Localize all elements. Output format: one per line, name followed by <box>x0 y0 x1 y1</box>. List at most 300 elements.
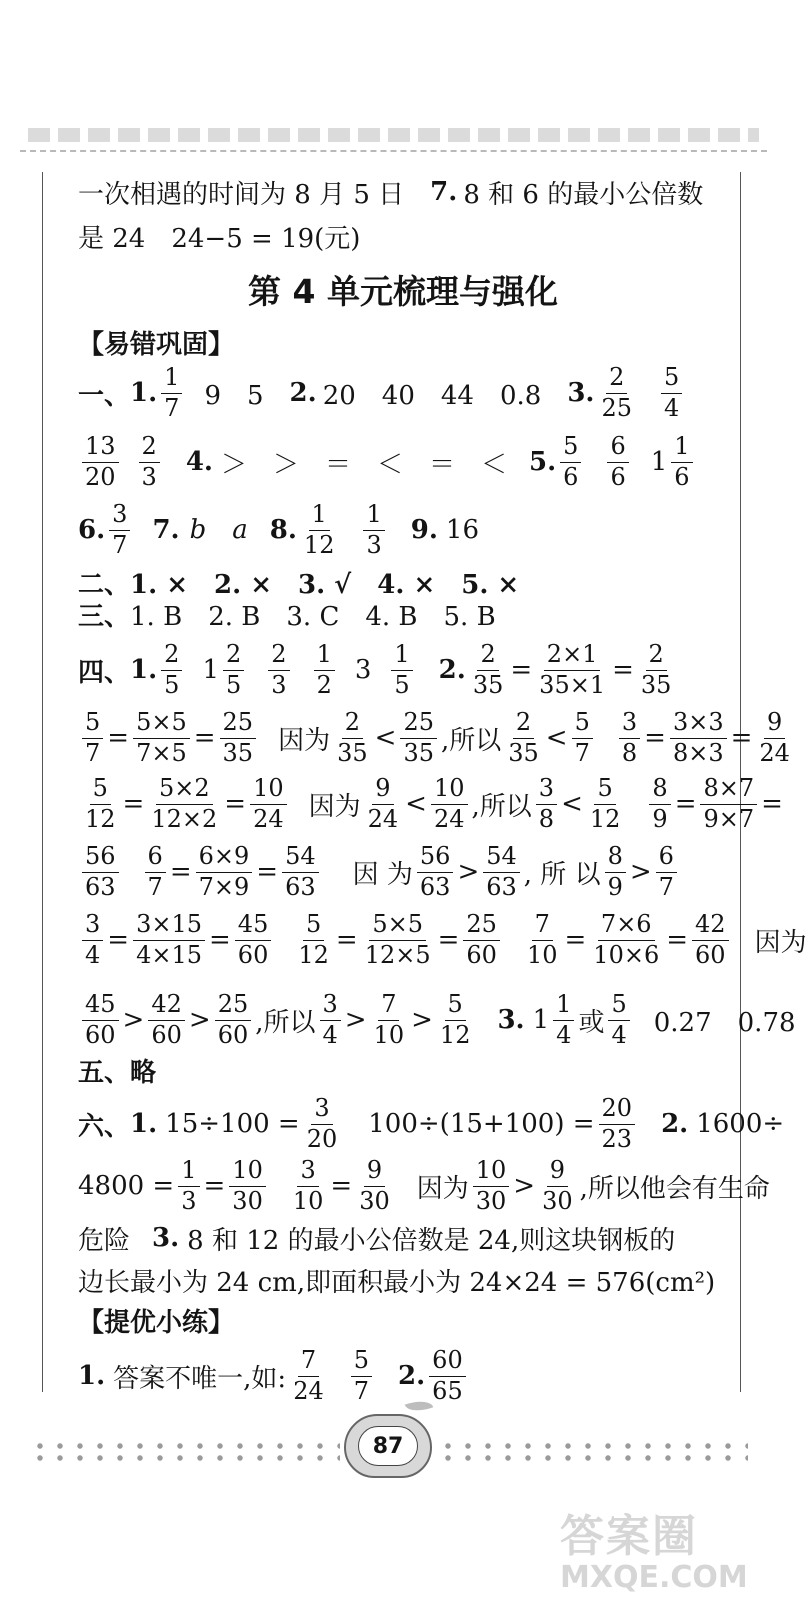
page-top-margin <box>0 0 787 120</box>
text: 8 和 6 的最小公倍数 <box>463 179 704 210</box>
numerator: 5 <box>661 365 682 393</box>
numerator: 6×9 <box>196 844 253 872</box>
text: ,所以 <box>440 725 502 756</box>
numerator: 3 <box>311 1096 332 1124</box>
numerator: 45 <box>82 992 119 1020</box>
item-number: 2. <box>661 1109 689 1139</box>
fraction <box>178 1158 199 1213</box>
fraction <box>362 912 434 967</box>
fraction <box>539 1158 576 1213</box>
text: , 所 以 <box>523 859 601 890</box>
denominator: 30 <box>542 1186 573 1215</box>
denominator: 3 <box>141 462 157 491</box>
item-number: 7. <box>152 515 180 545</box>
text: 一次相遇的时间为 8 月 5 日 <box>78 179 405 210</box>
answer-text: b <box>189 515 207 545</box>
denominator: 2 <box>316 670 332 699</box>
denominator: 5 <box>164 670 180 699</box>
answer-row: 4800 = $\frac{1}{3}$ = $\frac{10}{30}$ $\frac{3}{10}$ = $\frac{9}{30}$ 因为 $\frac{10}{30}$ > $\frac{9}{30}$ ,所以他会有生命 <box>78 1156 770 1215</box>
heading-text: 【提优小练】 <box>78 1307 235 1338</box>
numerator: 2 <box>477 642 498 670</box>
text: 因为 <box>308 791 361 822</box>
denominator: 12 <box>589 804 621 833</box>
denominator: 6 <box>674 462 690 491</box>
whole-number: 1 <box>532 1005 550 1035</box>
fraction <box>431 776 468 831</box>
item-number: 1. <box>130 378 158 408</box>
numerator: 1 <box>178 1158 199 1186</box>
fraction <box>608 992 629 1047</box>
fraction <box>148 776 220 831</box>
fraction <box>590 912 662 967</box>
item-number: 2. <box>289 378 317 408</box>
fraction <box>473 1158 510 1213</box>
text-line <box>78 206 360 266</box>
denominator: 12 <box>303 530 335 559</box>
fraction <box>599 1096 636 1151</box>
fraction <box>700 776 757 831</box>
fraction <box>524 912 561 967</box>
denominator: 10 <box>526 940 558 969</box>
fraction <box>483 844 520 899</box>
numerator: 1 <box>363 502 384 530</box>
fraction <box>82 710 103 765</box>
fraction <box>133 710 190 765</box>
denominator: 8 <box>621 738 638 767</box>
denominator: 60 <box>151 1020 182 1049</box>
numerator: 7 <box>378 992 399 1020</box>
header-dotted-band <box>28 128 759 142</box>
denominator: 10×6 <box>593 940 660 969</box>
fraction <box>587 776 624 831</box>
watermark-text: 答案圈 <box>560 1511 698 1562</box>
fraction <box>161 642 182 697</box>
denominator: 23 <box>601 1124 633 1153</box>
denominator: 30 <box>359 1186 390 1215</box>
fraction <box>536 776 557 831</box>
numerator: 56 <box>82 844 119 872</box>
numerator: 5 <box>560 434 581 462</box>
fraction <box>661 365 682 420</box>
denominator: 35×1 <box>539 670 606 699</box>
fraction <box>363 502 384 557</box>
fraction <box>536 642 608 697</box>
answer-row <box>78 1346 470 1406</box>
fraction <box>417 844 454 899</box>
fraction <box>82 912 103 967</box>
denominator: 7×9 <box>198 872 250 901</box>
fraction <box>391 642 412 697</box>
denominator: 63 <box>419 872 451 901</box>
numerator: 42 <box>692 912 729 940</box>
numerator: 42 <box>148 992 185 1020</box>
denominator: 12×5 <box>364 940 431 969</box>
numerator: 54 <box>282 844 319 872</box>
denominator: 10 <box>292 1186 324 1215</box>
numerator: 5×2 <box>156 776 213 804</box>
numerator: 56 <box>417 844 454 872</box>
denominator: 4 <box>664 393 680 422</box>
fraction <box>215 992 252 1047</box>
numerator: 1 <box>314 642 335 670</box>
section-text: 五、略 <box>78 1057 157 1088</box>
fraction <box>133 912 205 967</box>
text: 是 24 24−5 = 19(元) <box>78 223 361 254</box>
denominator: 20 <box>85 462 116 491</box>
numerator: 1 <box>161 365 182 393</box>
text: 因为 <box>278 725 331 756</box>
fraction <box>82 844 119 899</box>
fraction <box>553 992 574 1047</box>
answer-row <box>78 1040 156 1100</box>
denominator: 60 <box>217 1020 249 1049</box>
denominator: 12×2 <box>151 804 218 833</box>
denominator: 63 <box>85 872 116 901</box>
denominator: 30 <box>475 1186 507 1215</box>
item-number: 2. <box>398 1361 426 1391</box>
denominator: 4 <box>322 1020 338 1049</box>
denominator: 30 <box>232 1186 263 1215</box>
text: 8 和 12 的最小公倍数是 24,则这块钢板的 <box>187 1225 676 1256</box>
numerator: 8×7 <box>700 776 757 804</box>
denominator: 24 <box>367 804 399 833</box>
numerator: 2 <box>646 642 667 670</box>
denominator: 6 <box>563 462 579 491</box>
item-number: 3. <box>497 1005 525 1035</box>
fraction <box>560 434 581 489</box>
numerator: 10 <box>431 776 468 804</box>
fraction <box>220 710 257 765</box>
denominator: 9×7 <box>703 804 755 833</box>
text: 答案不唯一,如: <box>113 1363 287 1394</box>
numerator: 9 <box>372 776 393 804</box>
denominator: 9 <box>652 804 668 833</box>
numerator: 45 <box>235 912 272 940</box>
numerator: 5 <box>594 776 615 804</box>
fraction <box>161 365 182 420</box>
denominator: 35 <box>472 670 504 699</box>
answer-text: 1600÷ <box>696 1109 785 1139</box>
fraction <box>670 710 727 765</box>
fraction <box>145 844 166 899</box>
fraction <box>268 642 289 697</box>
denominator: 6 <box>610 462 626 491</box>
denominator: 12 <box>85 804 116 833</box>
denominator: 35 <box>640 670 672 699</box>
denominator: 3 <box>181 1186 197 1215</box>
denominator: 12 <box>439 1020 471 1049</box>
numerator: 5×5 <box>133 710 190 738</box>
denominator: 35 <box>337 738 368 767</box>
answer-text: 4800 = <box>78 1171 175 1201</box>
denominator: 5 <box>394 670 410 699</box>
numerator: 3 <box>619 710 640 738</box>
fraction <box>282 844 319 899</box>
whole-number: 1 <box>650 447 668 477</box>
item-number: 1. <box>130 1109 158 1139</box>
section-number: 四、 <box>78 657 131 688</box>
numerator: 10 <box>250 776 287 804</box>
item-number: 9. <box>410 515 438 545</box>
fraction <box>619 710 640 765</box>
answer-text: 9 5 <box>204 380 264 411</box>
heading-text: 【易错巩固】 <box>78 329 235 360</box>
fraction <box>235 912 272 967</box>
whole-number: 1 <box>202 655 219 685</box>
numerator: 2 <box>139 434 160 462</box>
numerator: 25 <box>400 710 437 738</box>
page-number-badge <box>344 1414 432 1478</box>
denominator: 65 <box>432 1376 463 1405</box>
numerator: 5 <box>82 710 103 738</box>
text: 或 <box>578 1007 605 1038</box>
denominator: 7×5 <box>136 738 187 767</box>
site-watermark <box>560 1500 770 1595</box>
denominator: 24 <box>759 738 790 767</box>
fraction <box>598 365 635 420</box>
denominator: 9 <box>607 872 623 901</box>
fraction <box>371 992 408 1047</box>
fraction <box>82 776 119 831</box>
text: ,所以 <box>471 791 532 822</box>
answer-row: $\frac{45}{60}$ > $\frac{42}{60}$ > $\frac{25}{60}$ ,所以 $\frac{3}{4}$ > $\frac{7}{10}$ > $\frac{5}{12}$ 3. 1 $\frac{1}{4}$ 或 $\frac{5}{4}$ 0.27 0.78 <box>78 990 796 1050</box>
answer-row <box>78 1094 784 1154</box>
numerator: 25 <box>215 992 252 1020</box>
fraction <box>109 502 130 557</box>
answer-row: $\frac{56}{63}$ $\frac{6}{7}$ = $\frac{6\times 9}{7\times 9}$ = $\frac{54}{63}$ 因 为 $\frac{56}{63}$ > $\frac{54}{63}$ , 所 以 $\frac{8}{9}$ > $\frac{6}{7}$ <box>78 842 681 902</box>
numerator: 2 <box>223 642 244 670</box>
fraction <box>649 776 670 831</box>
denominator: 35 <box>508 738 539 767</box>
footer-dots-right <box>438 1440 748 1464</box>
denominator: 25 <box>601 393 633 422</box>
denominator: 7 <box>112 530 128 559</box>
numerator: 3 <box>536 776 557 804</box>
numerator: 6 <box>656 844 677 872</box>
section-number: 三、 <box>78 601 131 632</box>
answer-text: 20 40 44 0.8 <box>322 380 542 411</box>
fraction <box>605 844 626 899</box>
fraction <box>196 844 253 899</box>
denominator: 10 <box>373 1020 405 1049</box>
left-margin-rule <box>42 172 43 1392</box>
numerator: 5 <box>90 776 111 804</box>
fraction <box>437 992 474 1047</box>
fraction <box>229 1158 266 1213</box>
answer-text: 3 <box>354 655 372 685</box>
fraction <box>301 502 338 557</box>
fraction <box>463 912 500 967</box>
numerator: 5 <box>303 912 324 940</box>
fraction <box>365 776 402 831</box>
numerator: 6 <box>607 434 628 462</box>
numerator: 3 <box>297 1158 318 1186</box>
fraction <box>429 1348 466 1403</box>
fraction <box>295 912 332 967</box>
denominator: 3 <box>366 530 382 559</box>
text: 危险 <box>78 1225 131 1256</box>
numerator: 3 <box>320 992 341 1020</box>
denominator: 8 <box>538 804 555 833</box>
fraction <box>290 1158 327 1213</box>
numerator: 13 <box>82 434 119 462</box>
answer-text: 15÷100 = <box>165 1109 300 1139</box>
numerator: 25 <box>463 912 500 940</box>
numerator: 25 <box>220 710 257 738</box>
denominator: 35 <box>222 738 254 767</box>
text: 因 为 <box>352 859 413 890</box>
answer-text: 1. B 2. B 3. C 4. B 5. B <box>130 601 496 632</box>
text: ,所以 <box>255 1007 316 1038</box>
fraction <box>656 844 677 899</box>
fraction <box>505 710 542 765</box>
numerator: 2×1 <box>544 642 601 670</box>
text: 因为 <box>754 927 807 958</box>
numerator: 8 <box>605 844 626 872</box>
fraction <box>223 642 244 697</box>
item-number: 5. <box>529 447 557 477</box>
text: 边长最小为 24 cm,即面积最小为 24×24 = 576(cm²) <box>78 1267 716 1298</box>
fraction <box>470 642 507 697</box>
numerator: 5 <box>351 1348 372 1376</box>
fraction <box>139 434 160 489</box>
numerator: 1 <box>671 434 692 462</box>
numerator: 9 <box>547 1158 568 1186</box>
numerator: 2 <box>268 642 289 670</box>
section-number: 二、 <box>78 569 131 600</box>
answer-text: 16 <box>445 515 479 545</box>
text: ,所以他会有生命 <box>579 1173 770 1204</box>
denominator: 63 <box>486 872 517 901</box>
denominator: 7 <box>85 738 101 767</box>
fraction <box>692 912 729 967</box>
text: 因为 <box>416 1173 469 1204</box>
numerator: 7 <box>298 1348 319 1376</box>
answer-row: $\frac{5}{7}$ = $\frac{5\times 5}{7\times 5}$ = $\frac{25}{35}$ 因为 $\frac{2}{35}$ < $\frac{25}{35}$ ,所以 $\frac{2}{35}$ < $\frac{5}{7}$ $\frac{3}{8}$ = $\frac{3\times 3}{8\times 3}$ = $\frac{9}{24}$ <box>78 708 797 768</box>
denominator: 7 <box>147 872 163 901</box>
item-number: 1. <box>130 655 158 685</box>
numerator: 2 <box>606 365 627 393</box>
numerator: 20 <box>599 1096 636 1124</box>
item-number: 3. <box>152 1223 180 1253</box>
fraction <box>671 434 692 489</box>
answer-row <box>78 432 697 492</box>
numerator: 9 <box>364 1158 385 1186</box>
numerator: 1 <box>553 992 574 1020</box>
denominator: 7 <box>353 1376 370 1405</box>
denominator: 5 <box>226 670 242 699</box>
numerator: 1 <box>391 642 412 670</box>
denominator: 24 <box>253 804 284 833</box>
section-title: 第 4 单元梳理与强化 <box>248 272 558 311</box>
numerator: 1 <box>309 502 330 530</box>
fraction <box>304 1096 341 1151</box>
fraction <box>572 710 593 765</box>
answer-row <box>78 584 496 644</box>
denominator: 4 <box>85 940 101 969</box>
fraction <box>400 710 437 765</box>
numerator: 8 <box>649 776 670 804</box>
numerator: 5 <box>608 992 629 1020</box>
fraction <box>82 434 119 489</box>
denominator: 7 <box>164 393 180 422</box>
answer-text: 100÷(15+100) = <box>368 1109 595 1139</box>
item-number: 4. <box>185 447 213 477</box>
answer-text: a <box>232 515 248 545</box>
fraction <box>638 642 675 697</box>
numerator: 60 <box>429 1348 466 1376</box>
denominator: 20 <box>306 1124 338 1153</box>
numerator: 3×15 <box>133 912 205 940</box>
denominator: 7 <box>658 872 674 901</box>
answer-text: 0.27 0.78 <box>653 1007 796 1038</box>
numerator: 5 <box>445 992 466 1020</box>
answer-row: 四、 1. $\frac{2}{5}$ 1 $\frac{2}{5}$ $\frac{2}{3}$ $\frac{1}{2}$ 3 $\frac{1}{5}$ 2. $\frac{2}{35}$ = $\frac{2\times 1}{35\times 1}$ = $\frac{2}{35}$ <box>78 640 678 700</box>
denominator: 24 <box>433 804 465 833</box>
denominator: 35 <box>403 738 434 767</box>
denominator: 60 <box>695 940 726 969</box>
fraction <box>320 992 341 1047</box>
denominator: 24 <box>293 1376 324 1405</box>
page-number: 87 <box>358 1426 418 1466</box>
fraction <box>290 1348 327 1403</box>
item-number: 2. <box>438 655 466 685</box>
item-number: 6. <box>78 515 106 545</box>
numerator: 7×6 <box>598 912 655 940</box>
fraction <box>356 1158 393 1213</box>
numerator: 2 <box>342 710 363 738</box>
denominator: 60 <box>237 940 269 969</box>
numerator: 10 <box>473 1158 510 1186</box>
answer-row: $\frac{3}{4}$ = $\frac{3\times 15}{4\times 15}$ = $\frac{45}{60}$ $\frac{5}{12}$ = $\frac{5\times 5}{12\times 5}$ = $\frac{25}{60}$ $\frac{7}{10}$ = $\frac{7\times 6}{10\times 6}$ = $\frac{42}{60}$ 因为 <box>78 910 807 970</box>
numerator: 10 <box>229 1158 266 1186</box>
answer-row: $\frac{5}{12}$ = $\frac{5\times 2}{12\times 2}$ = $\frac{10}{24}$ 因为 $\frac{9}{24}$ < $\frac{10}{24}$ ,所以 $\frac{3}{8}$ < $\frac{5}{12}$ $\frac{8}{9}$ = $\frac{8\times 7}{9\times 7}$ = <box>78 774 783 834</box>
denominator: 60 <box>466 940 497 969</box>
numerator: 2 <box>513 710 534 738</box>
item-number: 3. <box>567 378 595 408</box>
denominator: 63 <box>285 872 316 901</box>
answer-text: ＞ ＞ ＝ ＜ ＝ ＜ <box>220 449 507 480</box>
numerator: 3 <box>82 912 103 940</box>
footer-dots-left <box>30 1440 340 1464</box>
fraction <box>351 1348 372 1403</box>
numerator: 3 <box>109 502 130 530</box>
item-number: 1. <box>78 1361 106 1391</box>
item-number: 7. <box>430 177 458 207</box>
section-number: 六、 <box>78 1111 131 1142</box>
denominator: 4 <box>611 1020 627 1049</box>
numerator: 5×5 <box>369 912 426 940</box>
numerator: 5 <box>572 710 593 738</box>
fraction <box>250 776 287 831</box>
answer-text: 1. × 2. × 3. √ 4. × 5. × <box>130 569 520 600</box>
denominator: 4×15 <box>136 940 202 969</box>
subsection-heading <box>78 1290 234 1350</box>
fraction <box>607 434 628 489</box>
denominator: 8×3 <box>672 738 724 767</box>
item-number: 8. <box>269 515 297 545</box>
fraction <box>756 710 793 765</box>
denominator: 60 <box>85 1020 116 1049</box>
fraction <box>334 710 371 765</box>
numerator: 9 <box>764 710 785 738</box>
denominator: 4 <box>556 1020 572 1049</box>
numerator: 6 <box>145 844 166 872</box>
watermark-url: MXQE.COM <box>560 1560 748 1595</box>
section-number: 一、 <box>78 380 131 411</box>
answer-row <box>78 500 479 560</box>
denominator: 3 <box>271 670 287 699</box>
